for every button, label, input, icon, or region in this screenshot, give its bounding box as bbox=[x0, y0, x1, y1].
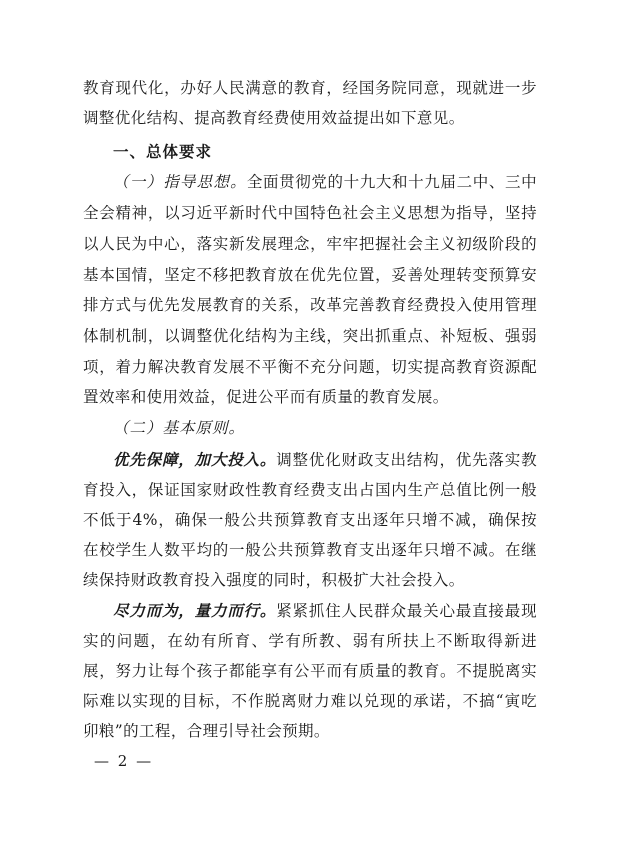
principle-label-priority-guarantee: 优先保障，加大投入。 bbox=[113, 450, 277, 469]
body-text: 紧紧抓住人民群众最关心最直接最现 bbox=[276, 602, 537, 620]
body-line-14: 育投入，保证国家财政性教育经费支出占国内生产总值比例一般 bbox=[83, 481, 537, 499]
principle-label-do-best-within-means: 尽力而为，量力而行。 bbox=[113, 601, 277, 620]
body-line-1: 教育现代化，办好人民满意的教育，经国务院同意，现就进一步 bbox=[83, 79, 537, 97]
body-line-2: 调整优化结构、提高教育经费使用效益提出如下意见。 bbox=[83, 109, 465, 127]
body-text: 全面贯彻党的十九大和十九届二中、三中 bbox=[246, 173, 537, 191]
subsection-guiding-thought bbox=[113, 168, 537, 196]
subsection-basic-principles: （二）基本原则。 bbox=[113, 419, 246, 437]
body-line-5: 全会精神，以习近平新时代中国特色社会主义思想为指导，坚持 bbox=[83, 204, 537, 222]
body-line-19: 实的问题，在幼有所育、学有所教、弱有所扶上不断取得新进 bbox=[83, 632, 537, 650]
body-line-6: 以人民为中心，落实新发展理念，牢牢把握社会主义初级阶段的 bbox=[83, 235, 537, 253]
body-line-20: 展，努力让每个孩子都能享有公平而有质量的教育。不提脱离实 bbox=[83, 662, 537, 680]
body-line-22: 卯粮”的工程，合理引导社会预期。 bbox=[83, 722, 330, 740]
body-line-16: 在校学生人数平均的一般公共预算教育支出逐年只增不减。在继 bbox=[83, 541, 537, 559]
body-line-21: 际难以实现的目标，不作脱离财力难以兑现的承诺，不搞“寅吃 bbox=[83, 692, 537, 710]
body-line-7: 基本国情，坚定不移把教育放在优先位置，妥善处理转变预算安 bbox=[83, 266, 537, 284]
body-line-17: 续保持财政教育投入强度的同时，积极扩大社会投入。 bbox=[83, 571, 465, 589]
page-number: — 2 — bbox=[94, 752, 154, 770]
body-text: 调整优化财政支出结构，优先落实教 bbox=[276, 451, 537, 469]
section-heading-overall-requirements: 一、总体要求 bbox=[113, 143, 213, 161]
body-line-15: 不低于4%，确保一般公共预算教育支出逐年只增不减，确保按 bbox=[83, 511, 537, 529]
body-line-8: 排方式与优先发展教育的关系，改革完善教育经费投入使用管理 bbox=[83, 296, 537, 314]
principle-do-best-within-means bbox=[113, 597, 537, 625]
body-line-11: 置效率和使用效益，促进公平而有质量的教育发展。 bbox=[83, 388, 449, 406]
principle-priority-guarantee bbox=[113, 446, 537, 474]
subsection-label-guiding-thought: （一）指导思想。 bbox=[113, 173, 247, 191]
body-line-10: 项，着力解决教育发展不平衡不充分问题，切实提高教育资源配 bbox=[83, 358, 537, 376]
body-line-9: 体制机制，以调整优化结构为主线，突出抓重点、补短板、强弱 bbox=[83, 327, 537, 345]
